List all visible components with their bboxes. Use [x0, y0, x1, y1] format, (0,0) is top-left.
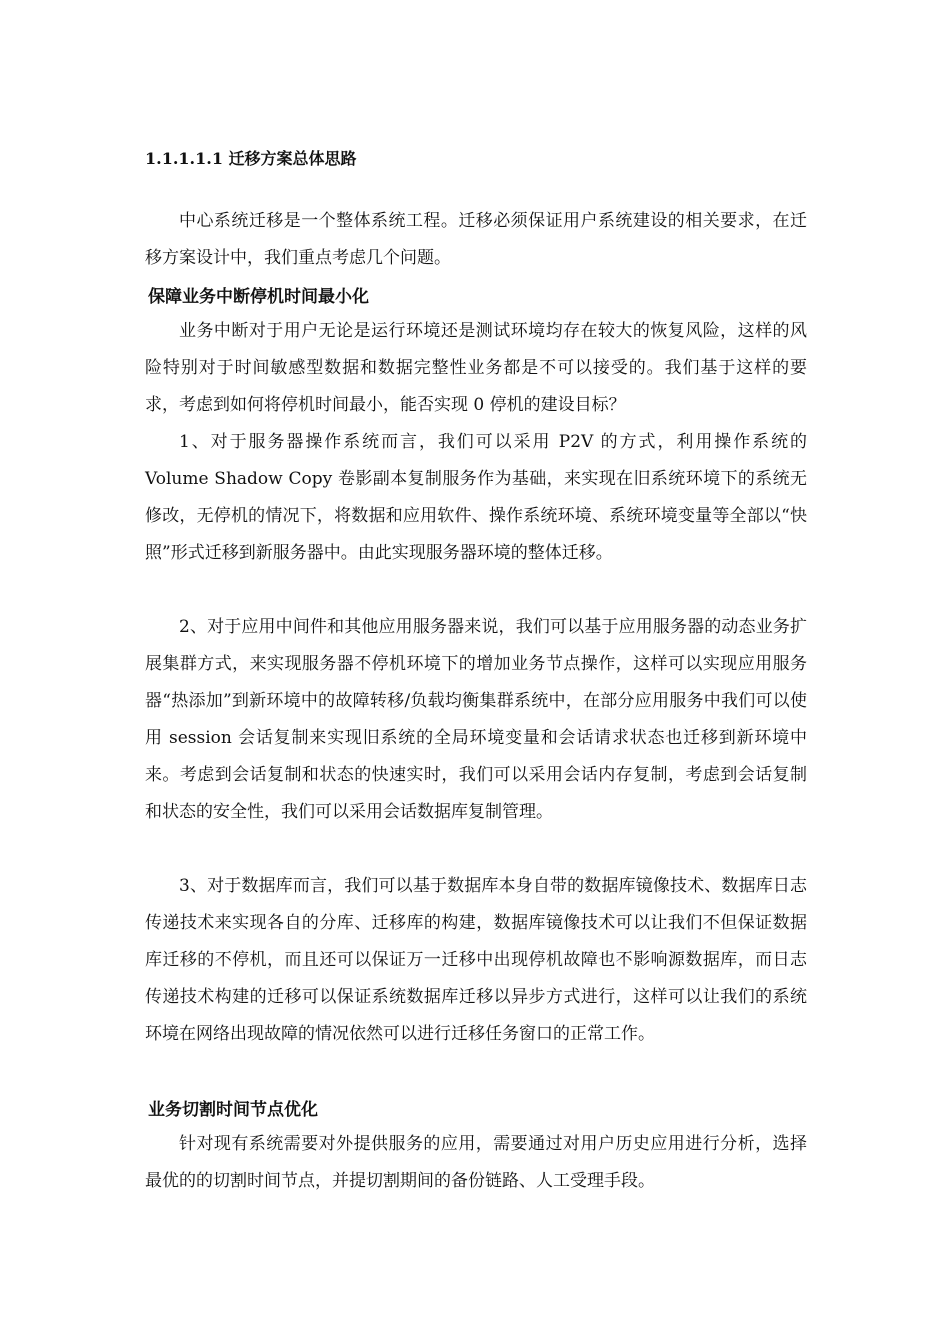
- intro-paragraph: 中心系统迁移是一个整体系统工程。迁移必须保证用户系统建设的相关要求，在迁移方案设计中，我们重点考虑几个问题。: [145, 211, 807, 268]
- paragraph-database-migration: 3、对于数据库而言，我们可以基于数据库本身自带的数据库镜像技术、数据库日志传递技术来实现各自的分库、迁移库的构建，数据库镜像技术可以让我们不但保证数据库迁移的不停机，而且还可以保证万一迁移中出现停机故障也不影响源数据库，而日志传递技术构建的迁移可以保证系统数据库迁移以异步方式进行，这样可以让我们的系统环境在网络出现故障的情况依然可以进行迁移任务窗口的正常工作。: [145, 876, 807, 1044]
- subsection-heading-downtime: 保障业务中断停机时间最小化: [148, 287, 369, 307]
- subsection-heading-cutover: 业务切割时间节点优化: [148, 1100, 318, 1120]
- paragraph-os-migration: 1、对于服务器操作系统而言，我们可以采用 P2V 的方式，利用操作系统的 Volume Shadow Copy 卷影副本复制服务作为基础，来实现在旧系统环境下的系统无修改，无停机的情况下，将数据和应用软件、操作系统环境、系统环境变量等全部以“快照”形式迁移到新服务器中。由此实现服务器环境的整体迁移。: [145, 432, 807, 563]
- paragraph-middleware-migration: 2、对于应用中间件和其他应用服务器来说，我们可以基于应用服务器的动态业务扩展集群方式，来实现服务器不停机环境下的增加业务节点操作，这样可以实现应用服务器“热添加”到新环境中的故障转移/负载均衡集群系统中，在部分应用服务中我们可以使用 session 会话复制来实现旧系统的全局环境变量和会话请求状态也迁移到新环境中来。考虑到会话复制和状态的快速实时，我们可以采用会话内存复制，考虑到会话复制和状态的安全性，我们可以采用会话数据库复制管理。: [145, 617, 807, 822]
- paragraph-cutover: 针对现有系统需要对外提供服务的应用，需要通过对用户历史应用进行分析，选择最优的的切割时间节点，并提切割期间的备份链路、人工受理手段。: [145, 1134, 807, 1191]
- section-heading: 1.1.1.1.1 迁移方案总体思路: [145, 149, 357, 168]
- paragraph-downtime-risk: 业务中断对于用户无论是运行环境还是测试环境均存在较大的恢复风险，这样的风险特别对于时间敏感型数据和数据完整性业务都是不可以接受的。我们基于这样的要求，考虑到如何将停机时间最小，能否实现 0 停机的建设目标？: [145, 321, 807, 415]
